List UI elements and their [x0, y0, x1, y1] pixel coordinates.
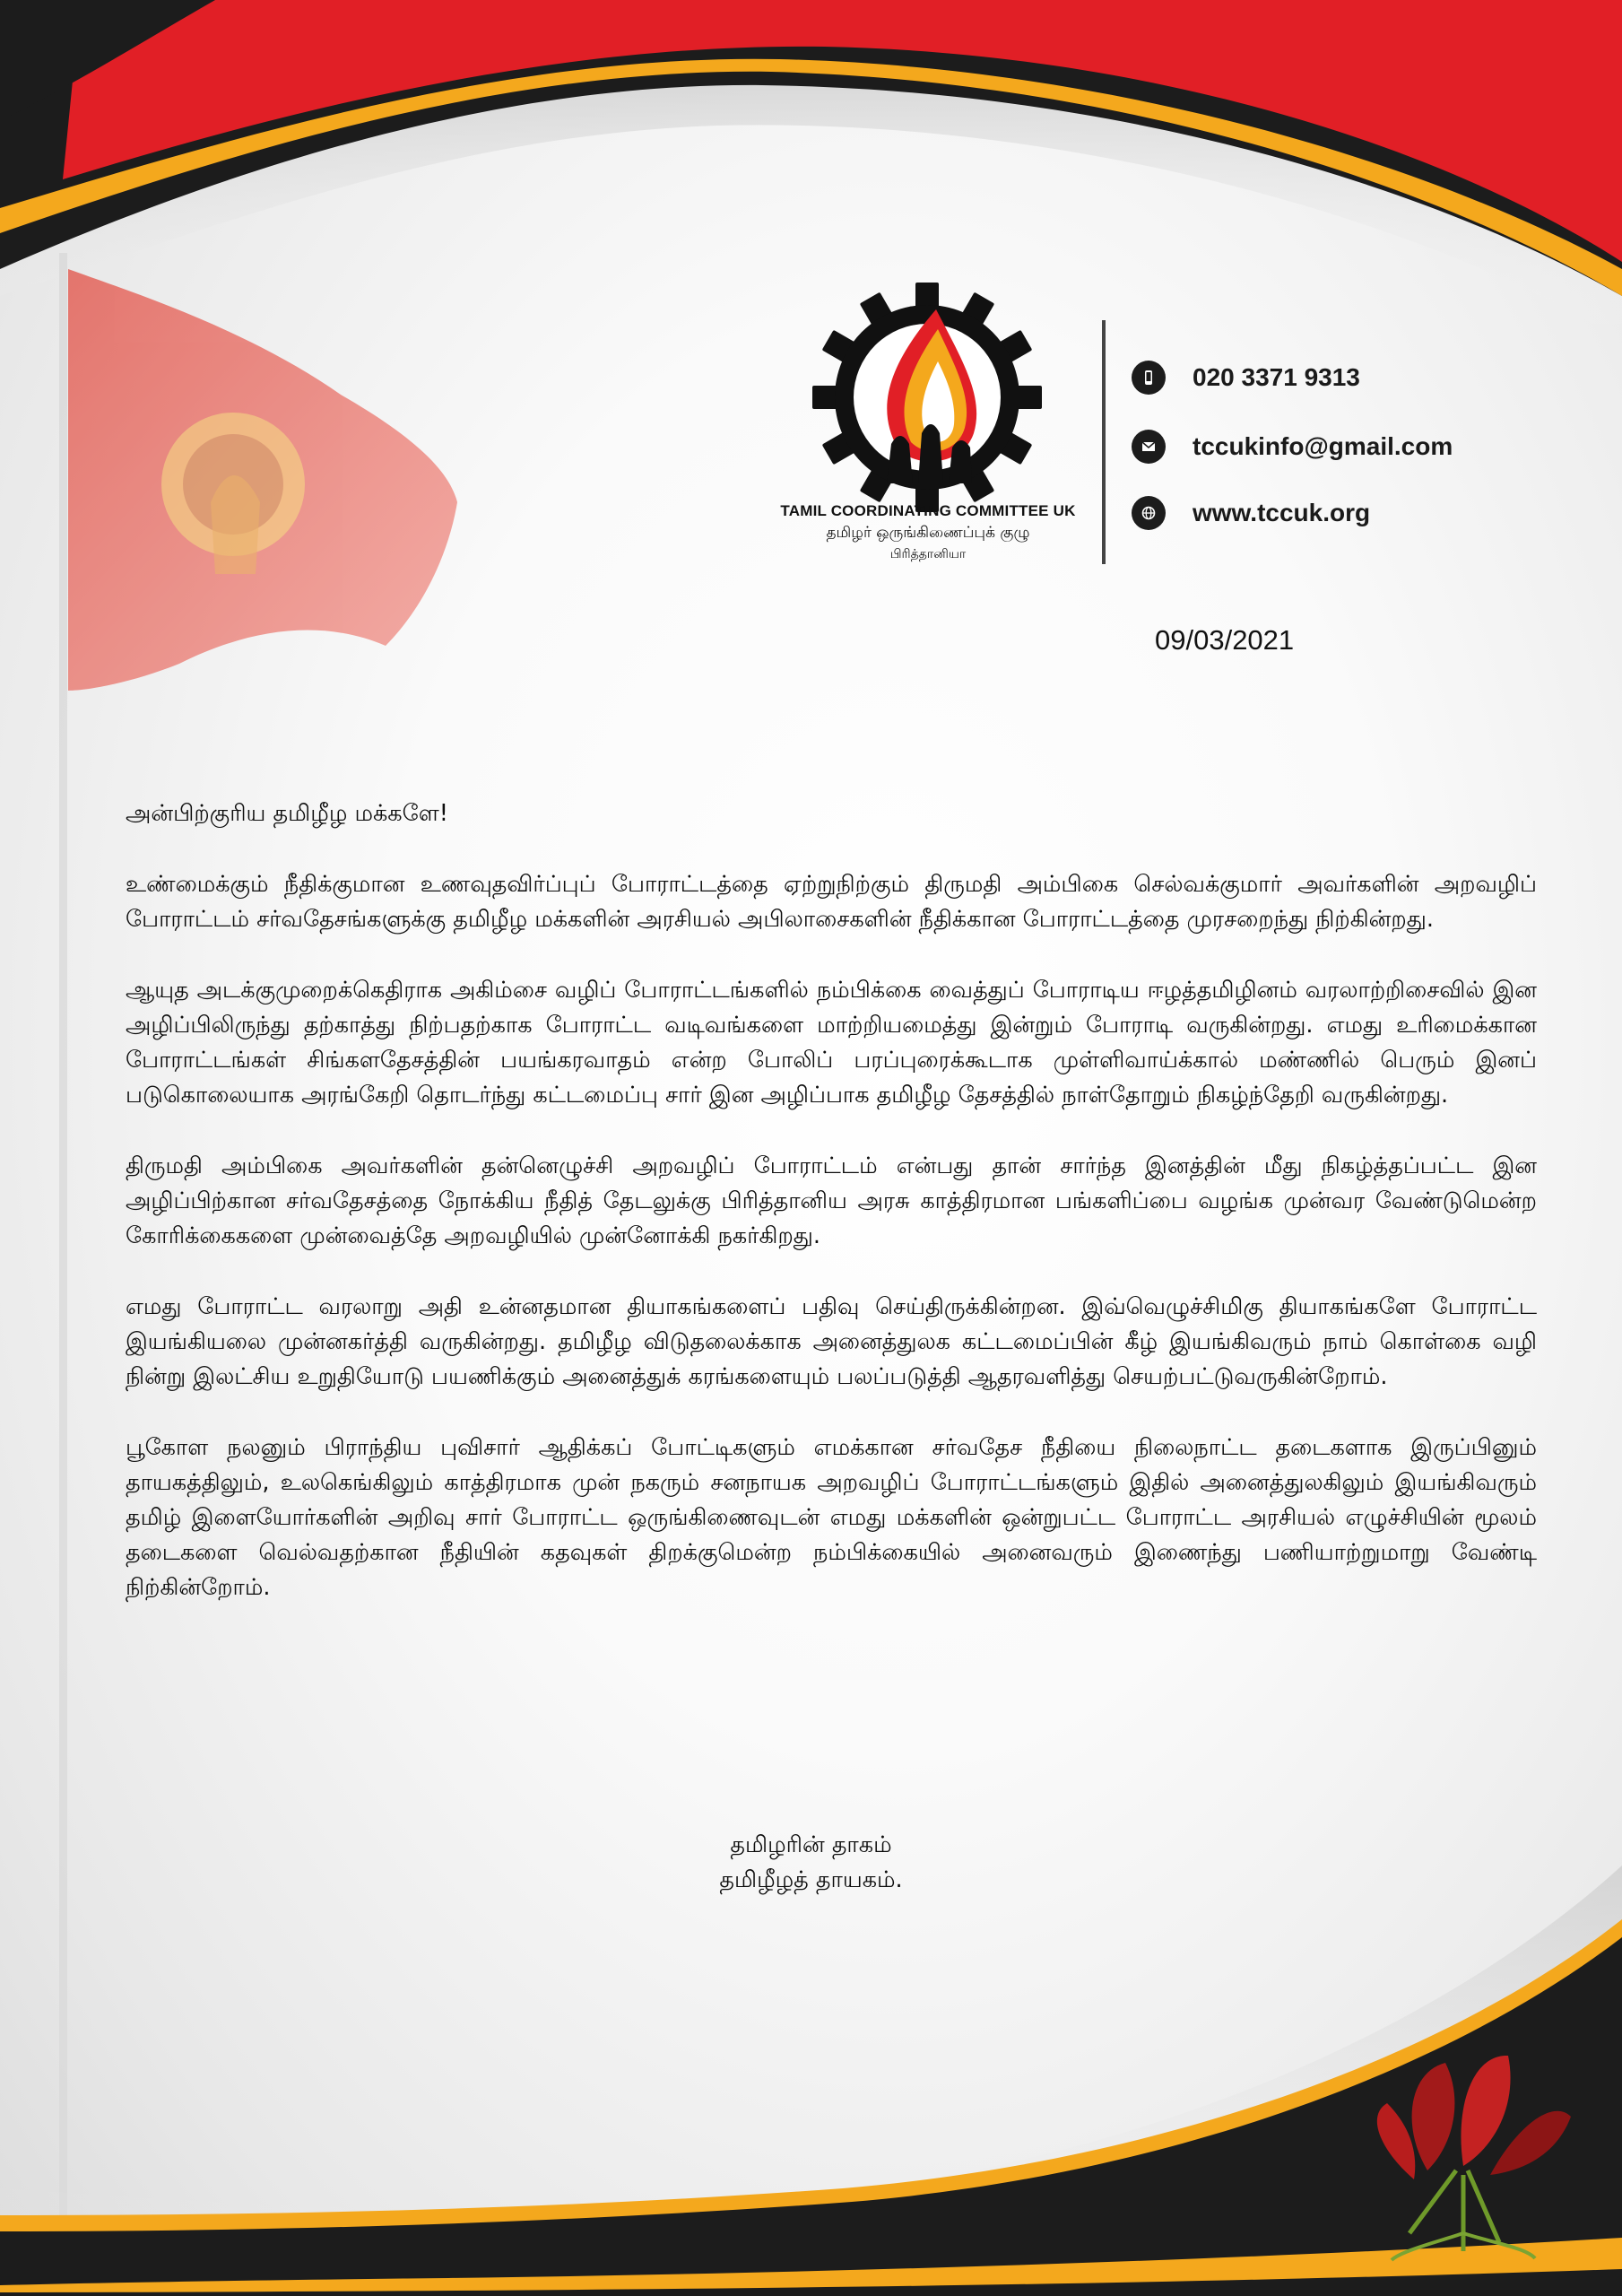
- org-country-tamil: பிரித்தானியா: [889, 547, 967, 561]
- paragraph-3: திருமதி அம்பிகை அவர்களின் தன்னெழுச்சி அறவழிப் போராட்டம் என்பது தான் சார்ந்த இனத்தின் மீது நிகழ்த்தப்பட்ட இன அழிப்பிற்கான சர்வதேசத்தை நோக்கிய நீதித் தேடலுக்கு பிரித்தானிய அரசு காத்திரமான பங்களிப்பை வழங்க முன்வர வேண்டுமென்ற கோரிக்கைகளை முன்வைத்தே அறவழியில் முன்னோக்கி நகர்கிறது.: [126, 1152, 1537, 1249]
- contact-phone: [1132, 361, 1360, 395]
- closing-line-1: தமிழரின் தாகம்: [730, 1831, 892, 1858]
- bottom-swoosh: [0, 1866, 1622, 2296]
- globe-icon: [1132, 496, 1166, 530]
- contact-website: [1132, 496, 1370, 530]
- phone-number[interactable]: 020 3371 9313: [1193, 363, 1360, 391]
- contact-email: [1132, 430, 1453, 464]
- organization-logo: [812, 283, 1042, 512]
- phone-icon: [1132, 361, 1166, 395]
- paragraph-2: ஆயுத அடக்குமுறைக்கெதிராக அகிம்சை வழிப் போராட்டங்களில் நம்பிக்கை வைத்துப் போராடிய ஈழத்தமிழினம் வரலாற்றிசைவில் இன அழிப்பிலிருந்து தற்காத்து நிற்பதற்காக போராட்ட வடிவங்களை மாற்றியமைத்து இன்றும் போராடி வருகின்றது. எமது உரிமைக்கான போராட்டங்கள் சிங்களதேசத்தின் பயங்கரவாதம் என்ற போலிப் பரப்புரைக்கூடாக முள்ளிவாய்க்கால் மண்ணில் பெரும் இனப் படுகொலையாக அரங்கேறி தொடர்ந்து கட்டமைப்பு சார் இன அழிப்பாக தமிழீழ தேசத்தில் நாள்தோறும் நிகழ்ந்தேறி வருகின்றது.: [126, 977, 1538, 1109]
- header-divider: [1102, 320, 1106, 564]
- paragraph-4: எமது போராட்ட வரலாறு அதி உன்னதமான தியாகங்களைப் பதிவு செய்திருக்கின்றன. இவ்வெழுச்சிமிகு தியாகங்களே போராட்ட இயங்கியலை முன்னகர்த்தி வருகின்றது. தமிழீழ விடுதலைக்காக அனைத்துலக கட்டமைப்பின் கீழ் இயங்கிவரும் நாம் கொள்கை வழி நின்று இலட்சிய உறுதியோடு பயணிக்கும் அனைத்துக் கரங்களையும் பலப்படுத்தி ஆதரவளித்து செயற்பட்டுவருகின்றோம்.: [126, 1293, 1537, 1390]
- website-url[interactable]: www.tccuk.org: [1193, 499, 1371, 526]
- paragraph-1: உண்மைக்கும் நீதிக்குமான உணவுதவிர்ப்புப் போராட்டத்தை ஏற்றுநிற்கும் திருமதி அம்பிகை செல்வக்குமார் அவர்களின் அறவழிப் போராட்டம் சர்வதேசங்களுக்கு தமிழீழ மக்களின் அரசியல் அபிலாசைகளின் நீதிக்கான போராட்டத்தை முரசறைந்து நிற்கின்றது.: [126, 871, 1537, 933]
- salutation: அன்பிற்குரிய தமிழீழ மக்களே!: [126, 800, 448, 827]
- email-address[interactable]: tccukinfo@gmail.com: [1193, 432, 1453, 460]
- letter-body: [126, 796, 1537, 1641]
- org-name-tamil: தமிழர் ஒருங்கிணைப்புக் குழு: [826, 524, 1030, 542]
- org-name-english: TAMIL COORDINATING COMMITTEE UK: [780, 502, 1076, 519]
- closing-slogan: [0, 1828, 1622, 1898]
- paragraph-5: பூகோள நலனும் பிராந்திய புவிசார் ஆதிக்கப் போட்டிகளும் எமக்கான சர்வதேச நீதியை நிலைநாட்ட தடைகளாக இருப்பினும் தாயகத்திலும், உலகெங்கிலும் காத்திரமாக முன் நகரும் சனநாயக அறவழிப் போராட்டங்களும் இதில் அனைத்துலகிலும் இயங்கிவரும் தமிழ் இளையோர்களின் அறிவு சார் போராட்ட ஒருங்கிணைவுடன் எமது மக்களின் ஒன்றுபட்ட போராட்ட அரசியல் எழுச்சியின் மூலம் தடைகளை வெல்வதற்கான நீதியின் கதவுகள் திறக்குமென்ற நம்பிக்கையில் அனைவரும் இணைந்து பணியாற்றுமாறு வேண்டி நிற்கின்றோம்.: [126, 1434, 1537, 1601]
- closing-line-2: தமிழீழத் தாயகம்.: [719, 1866, 903, 1893]
- top-swoosh: [0, 0, 1622, 341]
- letter-date: 09/03/2021: [1155, 624, 1295, 656]
- email-icon: [1132, 430, 1166, 464]
